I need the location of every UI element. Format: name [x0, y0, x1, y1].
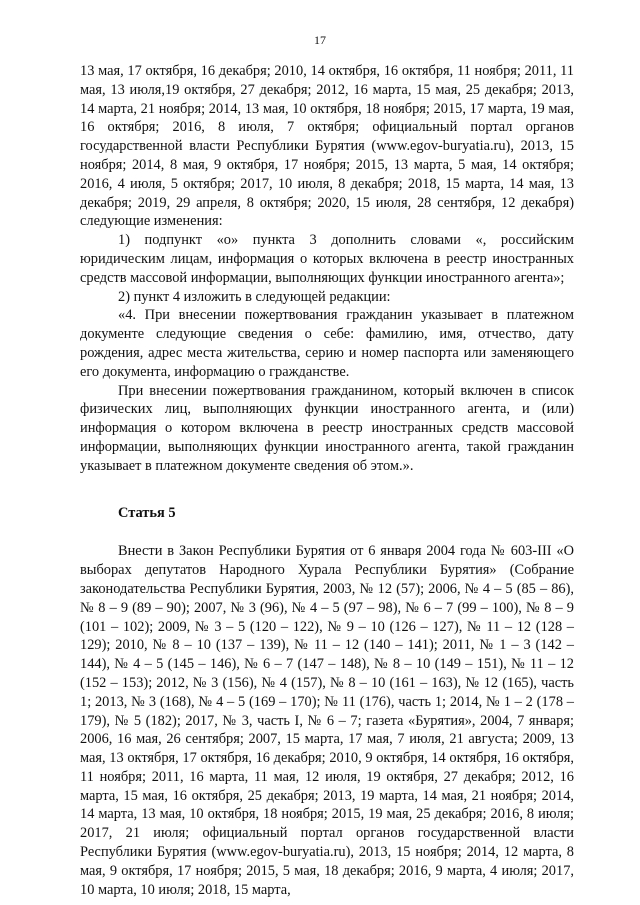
paragraph-amendment-sources: 13 мая, 17 октября, 16 декабря; 2010, 14 октября, 16 октября, 11 ноября; 2011, 11 мая, 13 июля,19 октября, 27 декабря; 2012, 16 марта, 15 мая, 25 декабря; 2013, 14 марта, 21 ноября; 2014, 13 мая, 10 октября, 18 ноября; 2015, 17 марта, 19 мая, 16 октября; 2016, 8 июля, 7 октября; официальный портал органов государственной власти Республики Бурятия (www.egov-buryatia.ru), 2013, 15 ноября; 2014, 8 мая, 9 октября, 17 ноября; 2015, 13 марта, 5 мая, 14 октября; 2016, 4 июля, 5 октября; 2017, 10 июля, 8 декабря; 2018, 15 марта, 14 мая, 13 декабря; 2019, 29 апреля, 8 октября; 2020, 15 июля, 28 сентября, 12 декабря) следующие изменения: — [80, 63, 574, 230]
paragraph-article-5-body: Внести в Закон Республики Бурятия от 6 января 2004 года № 603-III «О выборах депутатов Народного Хурала Республики Бурятия» (Собрание законодательства Республики Бурятия, 2003, № 12 (57); 2006, № 4 – 5 (85 – 86), № 8 – 9 (89 – 90); 2007, № 3 (96), № 4 – 5 (97 – 98), № 6 – 7 (99 – 100), № 8 – 9 (101 – 102); 2009, № 3 – 5 (120 – 122), № 9 – 10 (126 – 127), № 11 – 12 (128 – 129); 2010, № 8 – 10 (137 – 139), № 11 – 12 (140 – 141); 2011, № 1 – 3 (142 – 144), № 4 – 5 (145 – 146), № 6 – 7 (147 – 148), № 8 – 10 (149 – 151), № 11 – 12 (152 – 153); 2012, № 3 (156), № 4 (157), № 8 – 10 (161 – 163), № 12 (165), часть 1; 2013, № 3 (168), № 4 – 5 (169 – 170); № 11 (176), часть 1; 2014, № 1 – 2 (178 – 179), № 5 (182); 2017, № 3, часть I, № 6 – 7; газета «Бурятия», 2004, 7 января; 2006, 16 мая, 26 сентября; 2007, 15 марта, 17 мая, 7 июля, 21 августа; 2009, 13 мая, 13 октября, 17 октября, 16 декабря; 2010, 9 октября, 14 октября, 16 октября, 11 ноября; 2011, 16 марта, 11 мая, 12 июля, 19 октября, 27 декабря; 2012, 16 марта, 15 мая, 16 октября, 25 декабря; 2013, 19 марта, 14 мая, 21 ноября; 2014, 14 марта, 13 мая, 10 октября, 18 ноября; 2015, 19 мая, 25 декабря; 2016, 8 июля; 2017, 21 июля; официальный портал органов государственной власти Республики Бурятия (www.egov-buryatia.ru), 2013, 15 ноября; 2014, 12 марта, 8 мая, 9 октября, 17 ноября; 2015, 5 мая, 18 декабря; 2016, 9 марта, 4 июля; 2017, 10 марта, 10 июля; 2018, 15 марта, — [80, 543, 574, 898]
page-number: 17 — [314, 33, 326, 47]
article-heading: Статья 5 — [118, 504, 176, 521]
paragraph-item-2: 2) пункт 4 изложить в следующей редакции: — [118, 288, 391, 305]
paragraph-item-1: 1) подпункт «о» пункта 3 дополнить словами «, российским юридическим лицам, информация о которых включена в реестр иностранных средств массовой информации, выполняющих функции иностранного агента»; — [80, 232, 574, 286]
document-body — [80, 62, 574, 899]
paragraph-clause-4-continued: При внесении пожертвования гражданином, который включен в список физических лиц, выполняющих функции иностранного агента, и (или) информация о котором включена в реестр иностранных средств массовой информации, выполняющих функции иностранного агента, такой гражданин указывает в платежном документе сведения об этом.». — [80, 382, 574, 474]
paragraph-clause-4: «4. При внесении пожертвования гражданин указывает в платежном документе следующие сведения о себе: фамилию, имя, отчество, дату рождения, адрес места жительства, серию и номер паспорта или заменяющего его документа, информацию о гражданстве. — [80, 307, 574, 380]
